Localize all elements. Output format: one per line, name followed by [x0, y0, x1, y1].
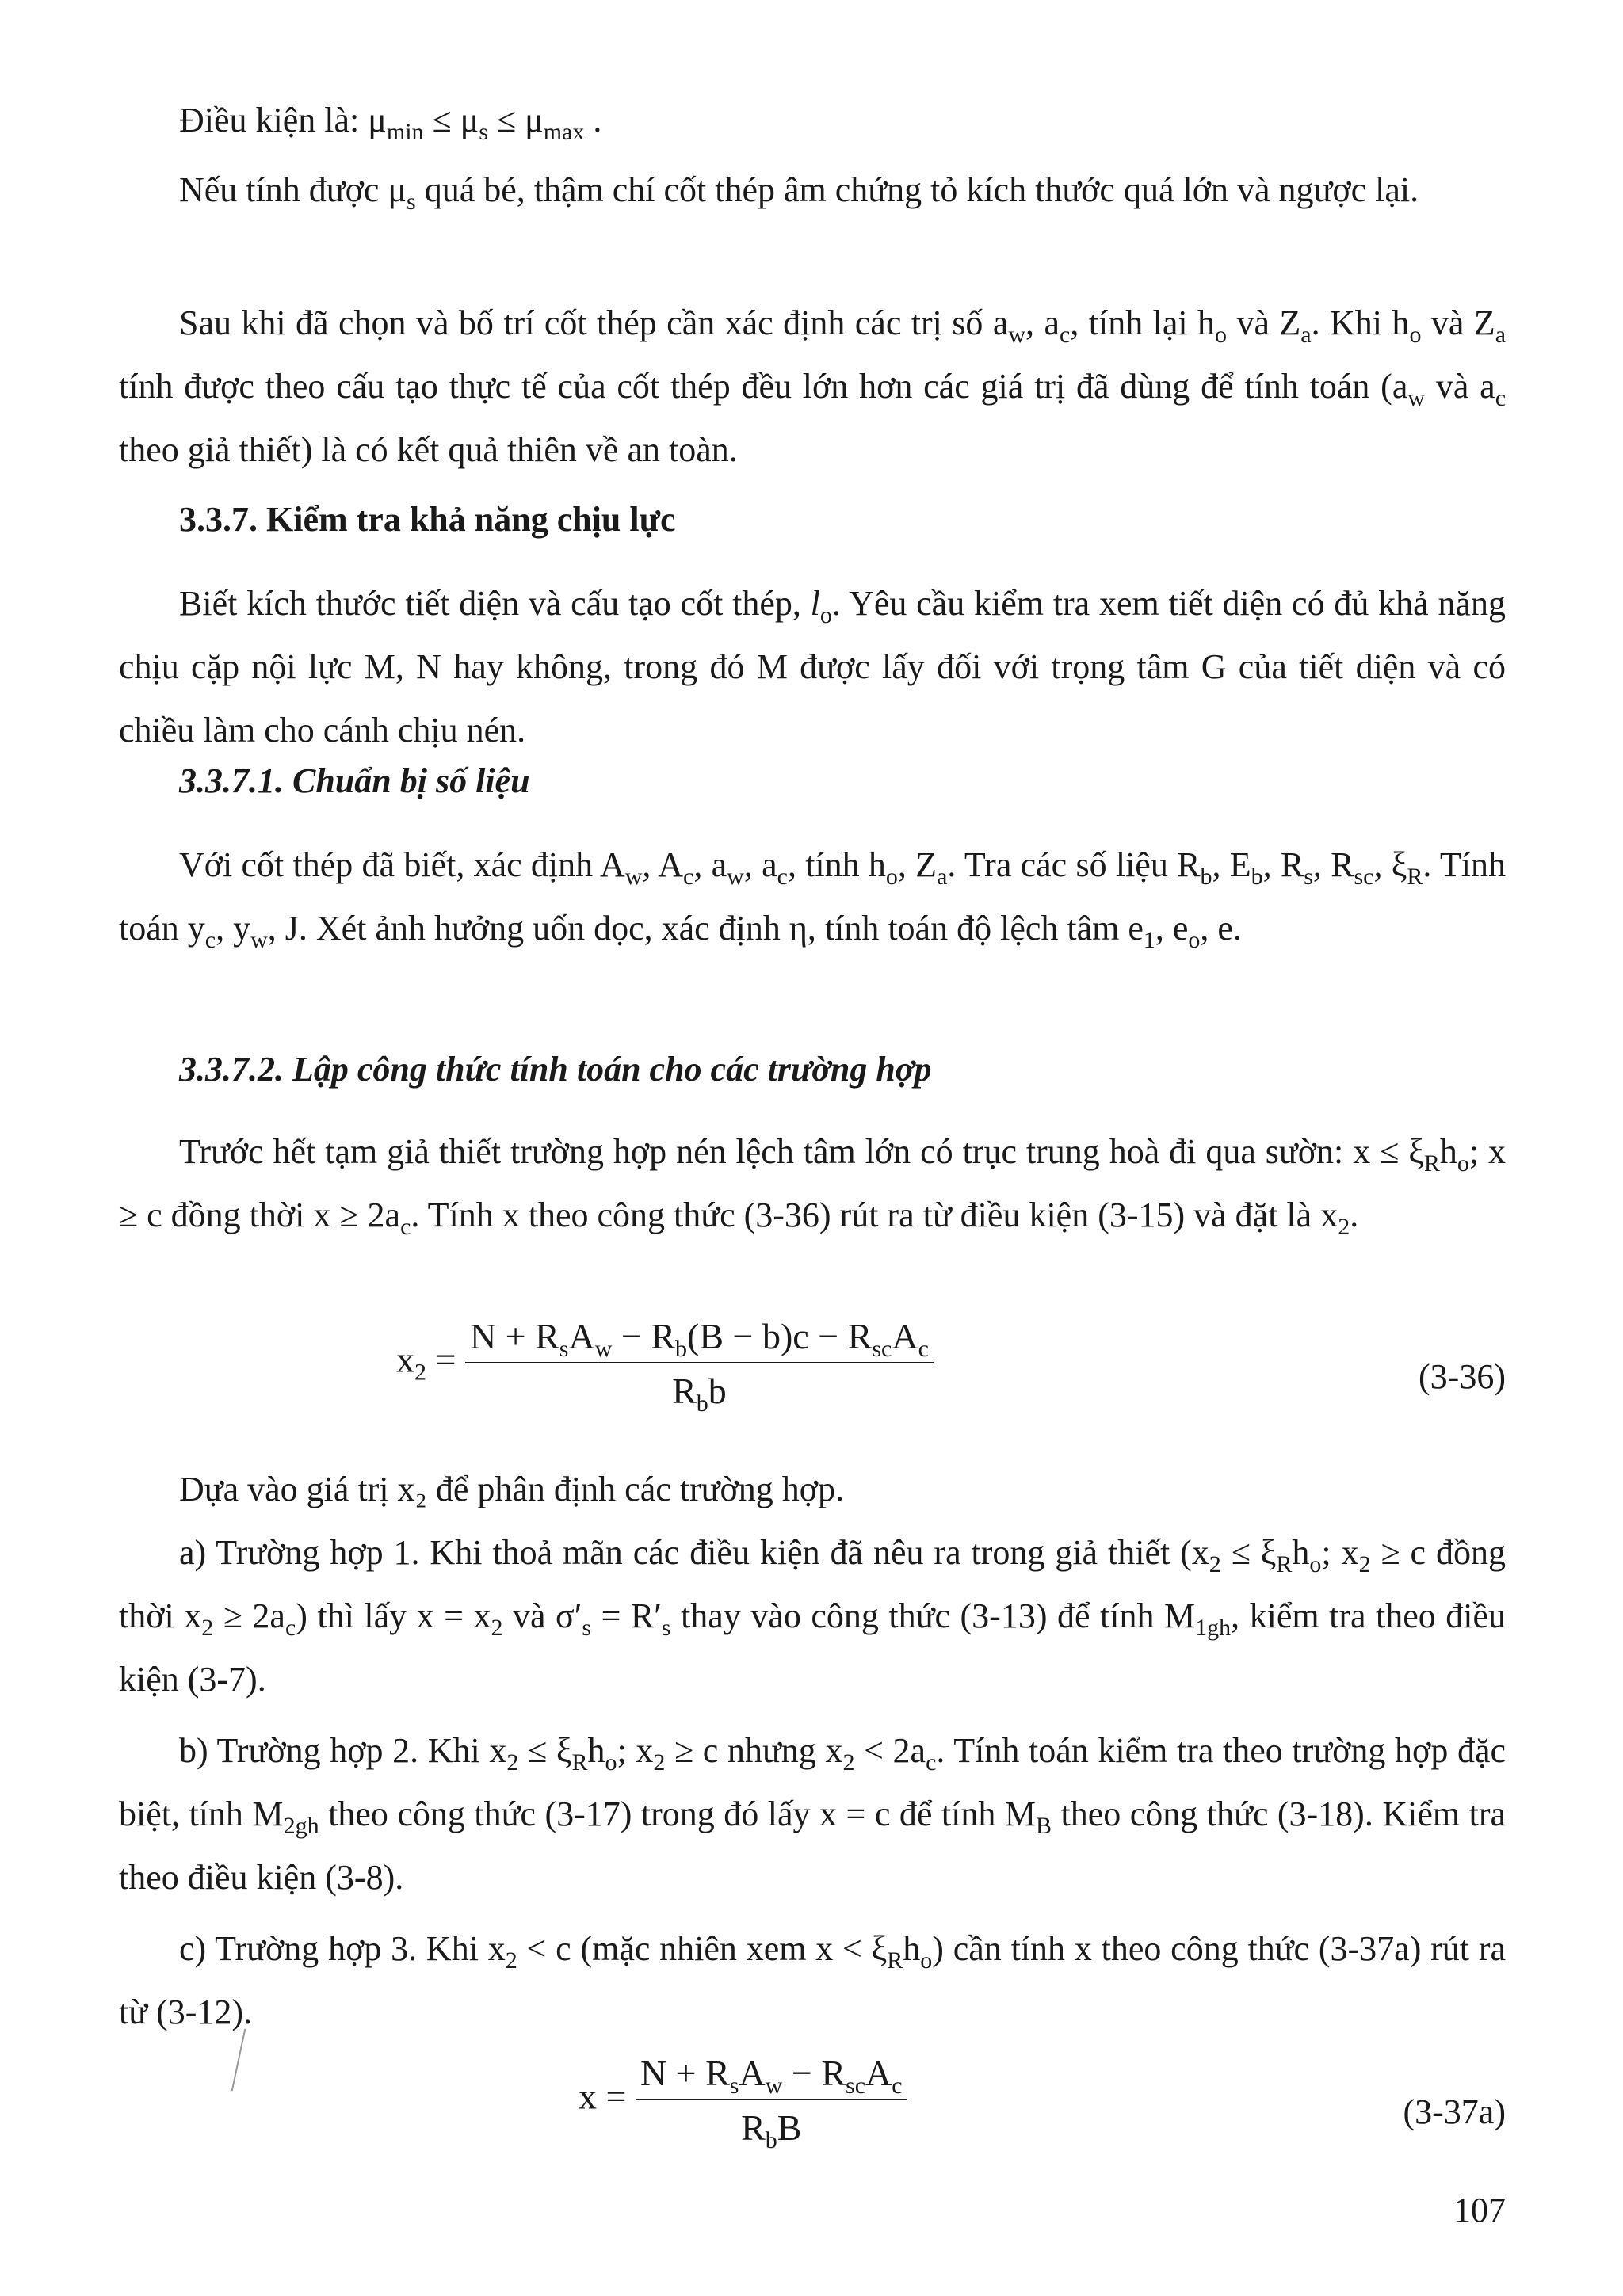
paragraph-case-3: c) Trường hợp 3. Khi $x_2 < c$ (mặc nhiên xem $x < \xi_Rh_o$) cần tính x theo công thức (3-37a) rút ra từ (3-12). — [119, 1929, 1507, 2031]
paragraph-case-2: b) Trường hợp 2. Khi $x_2 \le \xi_Rh_o$; $x_2 \ge c$ nhưng $x_2 < 2a_c$. Tính toán kiểm tra theo trường hợp đặc biệt, tính $M_{2gh}$ theo công thức (3-17) trong đó lấy x = c để tính $M_B$ theo công thức (3-18). Kiểm tra theo điều kiện (3-8). — [119, 1731, 1507, 1897]
equation-3-36: $x_2$ = $\frac{N + R_sA_w - R_b(B - b)c - R_{sc}A_c}{R_bb}$ — [396, 1315, 934, 1412]
paragraph-check-capacity: Biết kích thước tiết diện và cấu tạo cốt thép, $l_o$. Yêu cầu kiểm tra xem tiết diện có đủ khả năng chịu cặp nội lực M, N hay không, trong đó M được lấy đối với trọng tâm G của tiết diện và có chiều làm cho cánh chịu nén. — [119, 584, 1507, 749]
equation-3-37a: x = $\frac{N + R_sA_w - R_{sc}A_c}{R_bB}$ — [579, 2052, 907, 2149]
section-heading-3-3-7: 3.3.7. Kiểm tra khả năng chịu lực — [179, 500, 676, 539]
page-number: 107 — [1453, 2191, 1506, 2229]
condition-label: Điều kiện là: — [179, 101, 360, 139]
paragraph-case-1: a) Trường hợp 1. Khi thoả mãn các điều kiện đã nêu ra trong giả thiết ($x_2 \le \xi_Rh_o$; $x_2 \ge c$ đồng thời $x_2 \ge 2a_c$) thì lấy $x = x_2$ và $\sigma'_s = R'_s$ thay vào công thức (3-13) để tính $M_{1gh}$, kiểm tra theo điều kiện (3-7). — [119, 1533, 1507, 1699]
condition-line: Điều kiện là: $\mu_{min} \le \mu_s \le \mu_{max}$ . — [179, 101, 602, 145]
paragraph-after-choose: Sau khi đã chọn và bố trí cốt thép cần xác định các trị số $a_w$, $a_c$, tính lại $h_o$ và $Z_a$. Khi $h_o$ và $Z_a$ tính được theo cấu tạo thực tế của cốt thép đều lớn hơn các giá trị đã dùng để tính toán ($a_w$ và $a_c$ theo giả thiết) là có kết quả thiên về an toàn. — [119, 303, 1507, 469]
paragraph-mu-small: Nếu tính được $\mu_s$ quá bé, thậm chí cốt thép âm chứng tỏ kích thước quá lớn và ngược lại. — [179, 170, 1419, 215]
paragraph-assume-case: Trước hết tạm giả thiết trường hợp nén lệch tâm lớn có trục trung hoà đi qua sườn: $x \le \xi_Rh_o$; x ≥ c đồng thời $x \ge 2a_c$. Tính x theo công thức (3-36) rút ra từ điều kiện (3-15) và đặt là $x_2$. — [119, 1132, 1507, 1240]
section-heading-3-3-7-2: 3.3.7.2. Lập công thức tính toán cho các trường hợp — [179, 1050, 932, 1089]
equation-number-3-36: (3-36) — [1419, 1357, 1506, 1396]
paragraph-classify: Dựa vào giá trị x₂ để phân định các trường hợp. — [179, 1470, 845, 1508]
equation-number-3-37a: (3-37a) — [1403, 2092, 1506, 2131]
paragraph-prepare-data: Với cốt thép đã biết, xác định $A_w$, $A_c$, $a_w$, $a_c$, tính $h_o$, $Z_a$. Tra các số liệu $R_b$, $E_b$, $R_s$, $R_{sc}$, $\xi_R$. Tính toán $y_c$, $y_w$, J. Xét ảnh hưởng uốn dọc, xác định η, tính toán độ lệch tâm $e_1$, $e_o$, e. — [119, 845, 1506, 953]
section-heading-3-3-7-1: 3.3.7.1. Chuẩn bị số liệu — [179, 761, 530, 800]
